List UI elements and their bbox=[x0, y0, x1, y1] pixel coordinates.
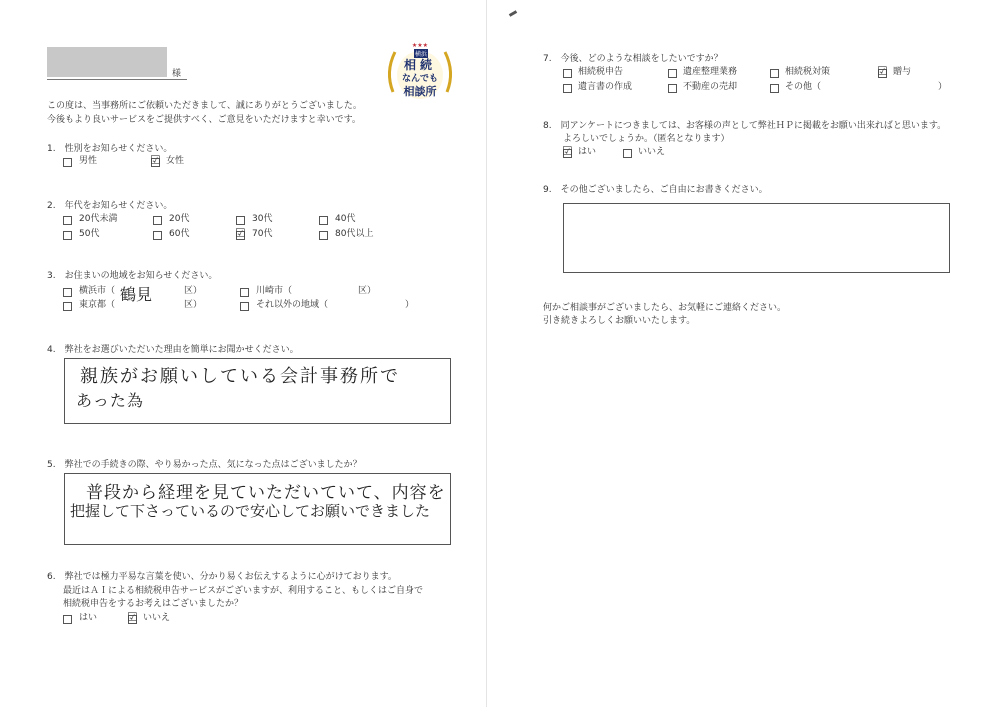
check-mark: ☑ bbox=[127, 610, 138, 624]
redacted-name bbox=[47, 47, 167, 77]
check-mark: ☑ bbox=[877, 64, 888, 78]
q4-answer-line2: あった為 bbox=[76, 391, 144, 410]
logo-stars: ★★★ bbox=[411, 42, 429, 49]
q2-label-20s: 20代 bbox=[169, 214, 190, 224]
q2-checkbox-40s[interactable] bbox=[319, 216, 328, 225]
q6-checkbox-yes[interactable] bbox=[63, 615, 72, 624]
logo-top: 横浜 bbox=[415, 51, 428, 58]
q3-title: 3. お住まいの地域をお知らせください。 bbox=[47, 271, 218, 281]
q2-label-70s: 70代 bbox=[252, 229, 273, 239]
q6-label-no: いいえ bbox=[143, 613, 171, 623]
q7-label-tax-filing: 相続税申告 bbox=[578, 67, 624, 77]
q3-yokohama-value: 鶴見 bbox=[120, 285, 153, 304]
q1-checkbox-male[interactable] bbox=[63, 158, 72, 167]
q3-checkbox-other[interactable] bbox=[240, 302, 249, 311]
q7-label-estate: 遺産整理業務 bbox=[683, 67, 738, 77]
q3-checkbox-yokohama[interactable] bbox=[63, 288, 72, 297]
closing-line2: 引き続きよろしくお願いいたします。 bbox=[543, 316, 696, 326]
q3-label-tokyo: 東京都（ bbox=[79, 300, 116, 310]
q7-checkbox-real-estate[interactable] bbox=[668, 84, 677, 93]
q2-checkbox-80plus[interactable] bbox=[319, 231, 328, 240]
q2-label-40s: 40代 bbox=[335, 214, 356, 224]
page-divider bbox=[486, 0, 487, 707]
q1-label-female: 女性 bbox=[166, 156, 185, 166]
q3-label-yokohama: 横浜市（ bbox=[79, 286, 116, 296]
q7-checkbox-other[interactable] bbox=[770, 84, 779, 93]
q3-checkbox-tokyo[interactable] bbox=[63, 302, 72, 311]
closing-line1: 何かご相談事がございましたら、お気軽にご連絡ください。 bbox=[543, 303, 787, 313]
q2-label-30s: 30代 bbox=[252, 214, 273, 224]
pen-mark bbox=[509, 10, 517, 17]
q7-label-other: その他（ bbox=[785, 82, 822, 92]
q3-checkbox-kawasaki[interactable] bbox=[240, 288, 249, 297]
q2-title: 2. 年代をお知らせください。 bbox=[47, 201, 173, 211]
q7-checkbox-tax-planning[interactable] bbox=[770, 69, 779, 78]
q7-checkbox-will[interactable] bbox=[563, 84, 572, 93]
intro-line2: 今後もより良いサービスをご提供すべく、ご意見をいただけますと幸いです。 bbox=[47, 115, 361, 125]
q7-title: 7. 今後、どのような相談をしたいですか？ bbox=[543, 54, 723, 64]
company-logo bbox=[383, 42, 457, 102]
q7-label-tax-planning: 相続税対策 bbox=[785, 67, 831, 77]
q9-answer-box[interactable] bbox=[563, 203, 950, 273]
q2-label-60s: 60代 bbox=[169, 229, 190, 239]
q7-label-will: 遺言書の作成 bbox=[578, 82, 633, 92]
q8-label-no: いいえ bbox=[638, 147, 666, 157]
q7-checkbox-estate[interactable] bbox=[668, 69, 677, 78]
intro-line1: この度は、当事務所にご依頼いただきまして、誠にありがとうございました。 bbox=[47, 101, 362, 111]
q5-answer-line1: 普段から経理を見ていただいていて、内容を bbox=[86, 483, 446, 503]
q3-label-tokyo-ku: 区） bbox=[184, 300, 203, 310]
q8-label-yes: はい bbox=[578, 147, 597, 157]
logo-mid: 相続 bbox=[403, 58, 436, 72]
customer-suffix: 様 bbox=[172, 69, 182, 79]
check-mark: ☑ bbox=[235, 226, 246, 240]
q8-title: 8. 同アンケートにつきましては、お客様の声として弊社ＨＰに掲載をお願い出来ればと思います。 bbox=[543, 121, 947, 131]
q3-label-kawasaki-ku: 区） bbox=[358, 286, 377, 296]
q6-line3: 相続税申告をするお考えはございましたか？ bbox=[63, 599, 244, 609]
q7-label-gift: 贈与 bbox=[893, 67, 912, 77]
q2-label-50s: 50代 bbox=[79, 229, 100, 239]
q2-checkbox-50s[interactable] bbox=[63, 231, 72, 240]
q9-title: 9. その他ございましたら、ご自由にお書きください。 bbox=[543, 185, 768, 195]
q1-title: 1. 性別をお知らせください。 bbox=[47, 144, 173, 154]
q4-answer-line1: 親族がお願いしている会計事務所で bbox=[80, 366, 400, 387]
check-mark: ☑ bbox=[562, 144, 573, 158]
q2-label-80plus: 80代以上 bbox=[335, 229, 374, 239]
q3-label-kawasaki: 川崎市（ bbox=[256, 286, 293, 296]
q8-line2: よろしいでしょうか。（匿名となります） bbox=[563, 134, 730, 144]
q5-answer-line2: 把握して下さっているので安心してお願いできました bbox=[70, 502, 431, 520]
q6-title: 6. 弊社では極力平易な言葉を使い、分かり易くお伝えするように心がけております。 bbox=[47, 572, 397, 582]
q2-checkbox-60s[interactable] bbox=[153, 231, 162, 240]
q5-title: 5. 弊社での手続きの際、やり易かった点、気になった点はございましたか？ bbox=[47, 460, 362, 470]
q3-label-other-close: ） bbox=[405, 300, 415, 310]
q3-label-yokohama-ku: 区） bbox=[184, 286, 203, 296]
q2-checkbox-20s[interactable] bbox=[153, 216, 162, 225]
q7-other-close: ） bbox=[938, 82, 948, 92]
logo-line2: なんでも bbox=[401, 74, 438, 84]
q2-label-under20: 20代未満 bbox=[79, 214, 118, 224]
logo-line3: 相談所 bbox=[403, 85, 437, 98]
q4-title: 4. 弊社をお選びいただいた理由を簡単にお聞かせください。 bbox=[47, 345, 299, 355]
q7-label-real-estate: 不動産の売却 bbox=[683, 82, 738, 92]
check-mark: ☑ bbox=[150, 153, 161, 167]
q7-checkbox-tax-filing[interactable] bbox=[563, 69, 572, 78]
q2-checkbox-under20[interactable] bbox=[63, 216, 72, 225]
q8-checkbox-no[interactable] bbox=[623, 149, 632, 158]
name-underline bbox=[47, 79, 187, 80]
q6-line2: 最近はＡＩによる相続税申告サービスがございますが、利用すること、もしくはご自身で bbox=[63, 586, 424, 596]
q2-checkbox-30s[interactable] bbox=[236, 216, 245, 225]
q1-label-male: 男性 bbox=[79, 156, 98, 166]
q3-label-other: それ以外の地域（ bbox=[256, 300, 329, 310]
q6-label-yes: はい bbox=[79, 613, 98, 623]
